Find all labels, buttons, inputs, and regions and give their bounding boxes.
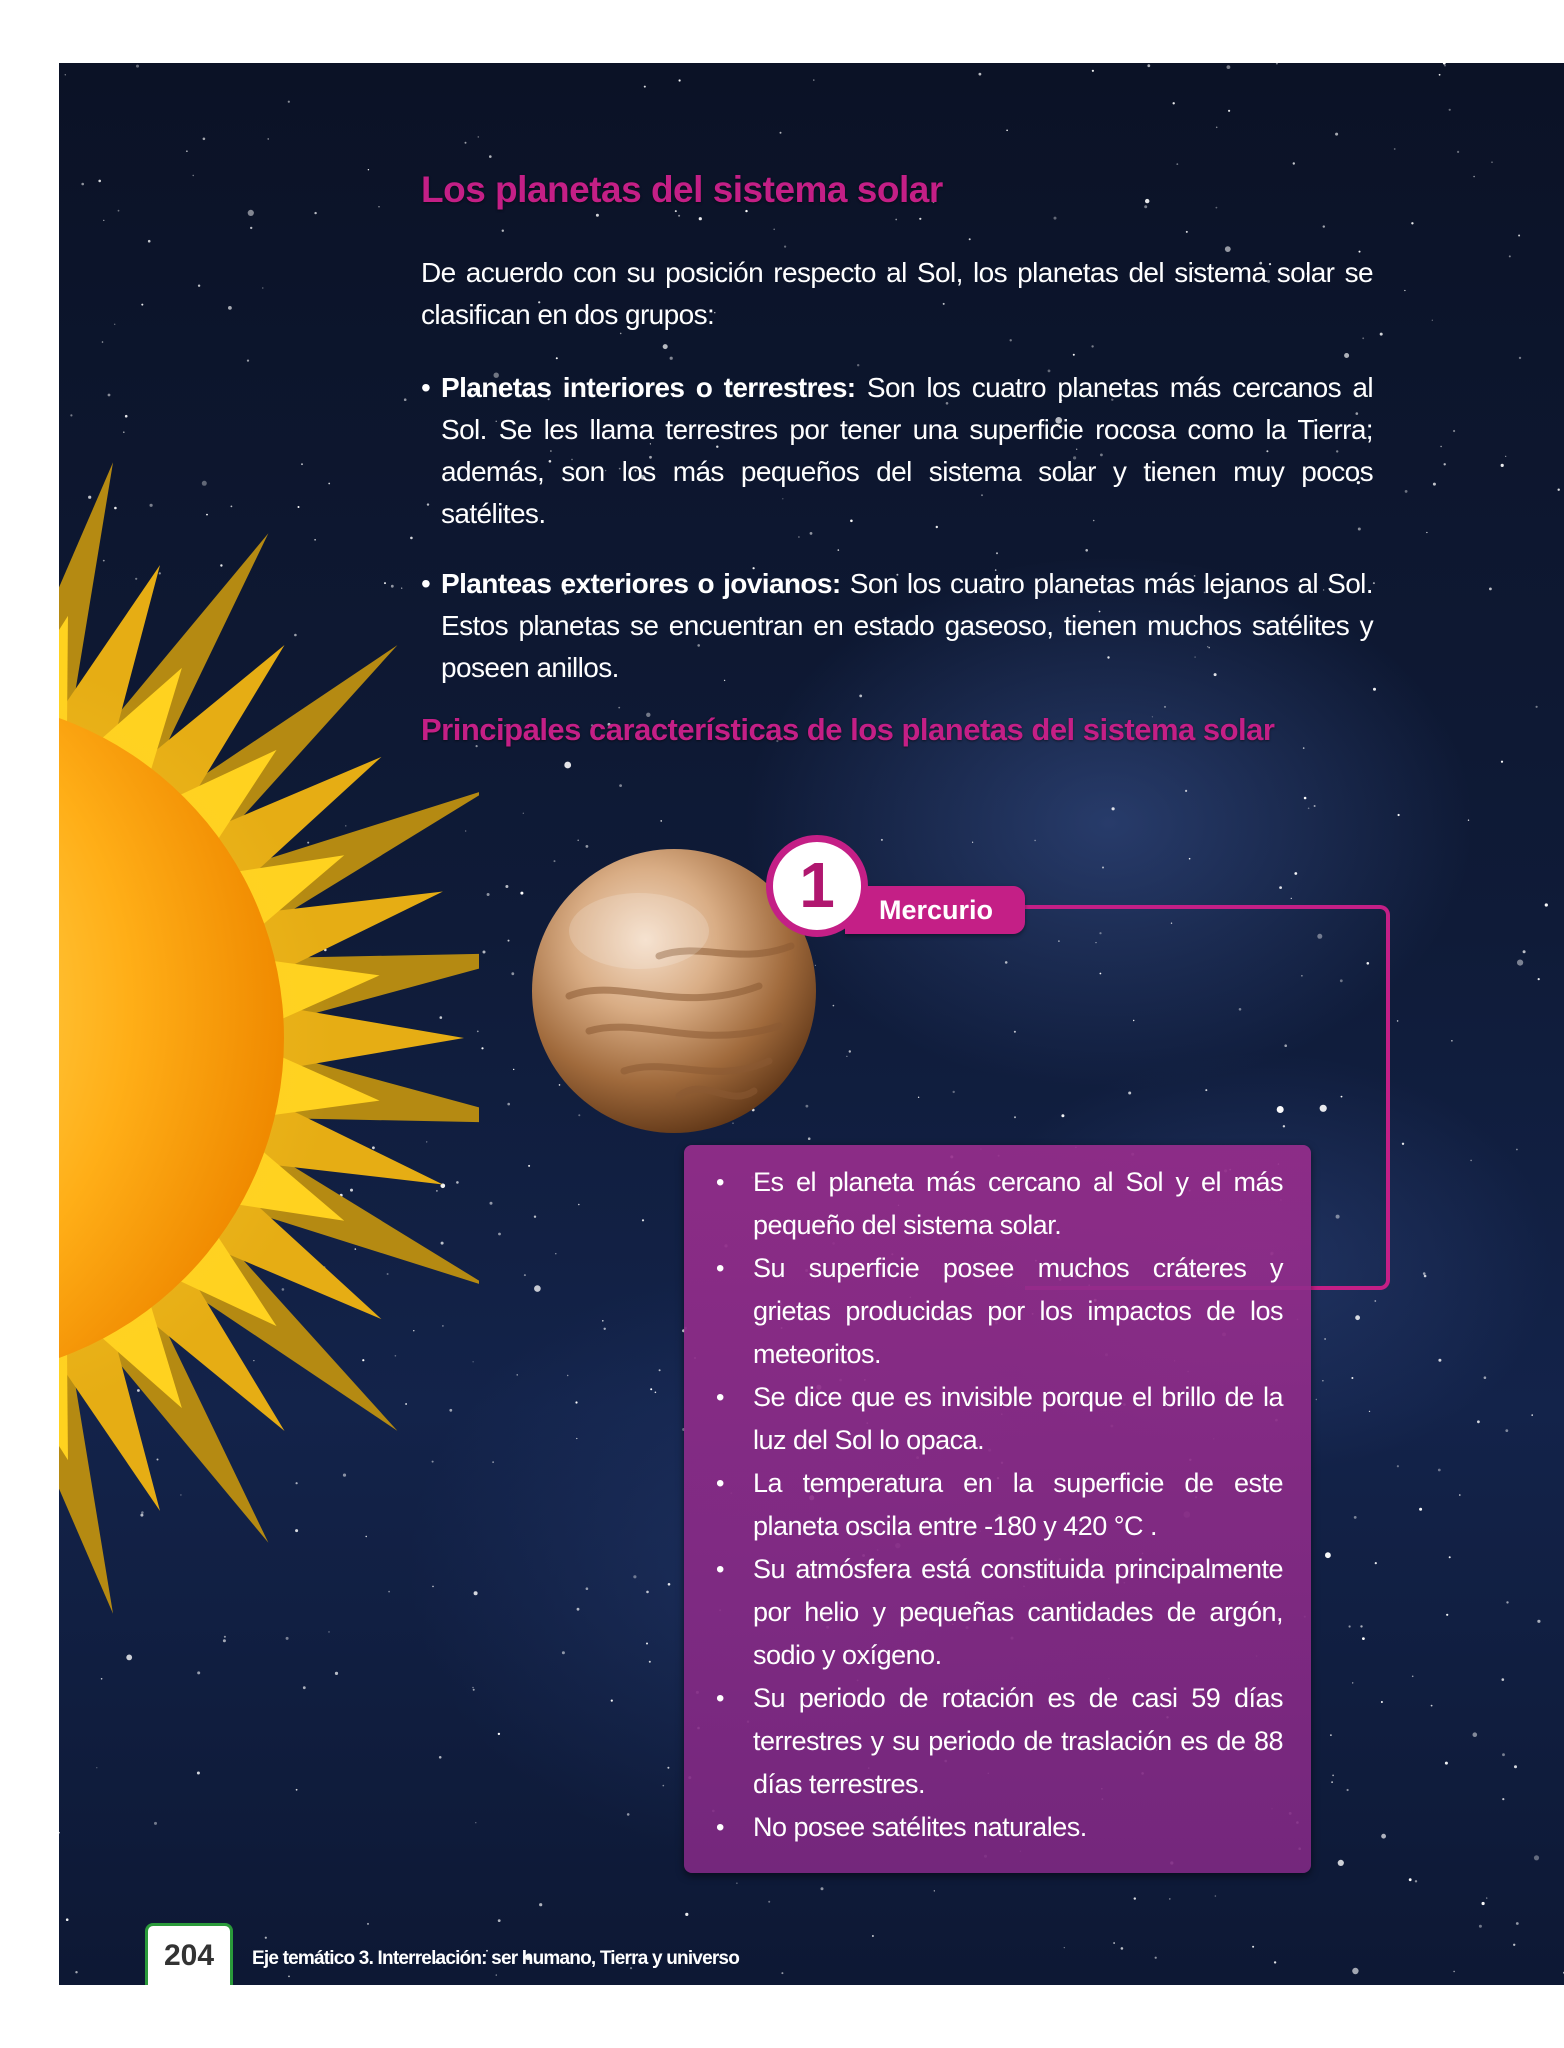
fact-item: • Su superficie posee muchos cráteres y grietas producidas por los impactos de los meteoritos.	[712, 1247, 1283, 1376]
fact-item: • Su atmósfera está constituida principalmente por helio y pequeñas cantidades de argón, sodio y oxígeno.	[712, 1548, 1283, 1677]
planet-name-tag: Mercurio	[845, 886, 1025, 934]
fact-item: • No posee satélites naturales.	[712, 1806, 1283, 1849]
sun-illustration	[59, 63, 479, 1985]
planet-number-badge: 1	[766, 835, 868, 937]
section-subtitle: Principales características de los planetas del sistema solar	[421, 712, 1275, 747]
textbook-page	[59, 63, 1564, 1985]
page-title: Los planetas del sistema solar	[421, 169, 943, 210]
group-item-exterior	[421, 563, 1373, 689]
group-term: Planteas exteriores o jovianos:	[441, 568, 841, 599]
fact-item: • Se dice que es invisible porque el brillo de la luz del Sol lo opaca.	[712, 1376, 1283, 1462]
planet-facts-list	[712, 1161, 1283, 1849]
bullet-marker: •	[421, 372, 431, 403]
fact-item: • Es el planeta más cercano al Sol y el más pequeño del sistema solar.	[712, 1161, 1283, 1247]
planet-facts-box	[684, 1145, 1311, 1873]
fact-item: • La temperatura en la superficie de este planeta oscila entre -180 y 420 °C .	[712, 1462, 1283, 1548]
bullet-marker: •	[421, 568, 431, 599]
footer-section-title: Eje temático 3. Interrelación: ser humano, Tierra y universo	[252, 1948, 740, 1969]
group-term: Planetas interiores o terrestres:	[441, 372, 856, 403]
page-number: 204	[145, 1923, 233, 1985]
intro-paragraph: De acuerdo con su posición respecto al Sol, los planetas del sistema solar se clasifican en dos grupos:	[421, 257, 1373, 330]
group-description: Son los cuatro planetas más cercanos al Sol. Se les llama terrestres por tener una superficie rocosa como la Tierra; además, son los más pequeños del sistema solar y tienen muy pocos satélites.	[441, 372, 1373, 529]
group-item-interior	[421, 367, 1373, 535]
fact-item: • Su periodo de rotación es de casi 59 días terrestres y su periodo de traslación es de 88 días terrestres.	[712, 1677, 1283, 1806]
group-description: Son los cuatro planetas más lejanos al Sol. Estos planetas se encuentran en estado gaseoso, tienen muchos satélites y poseen anillos.	[441, 568, 1373, 683]
